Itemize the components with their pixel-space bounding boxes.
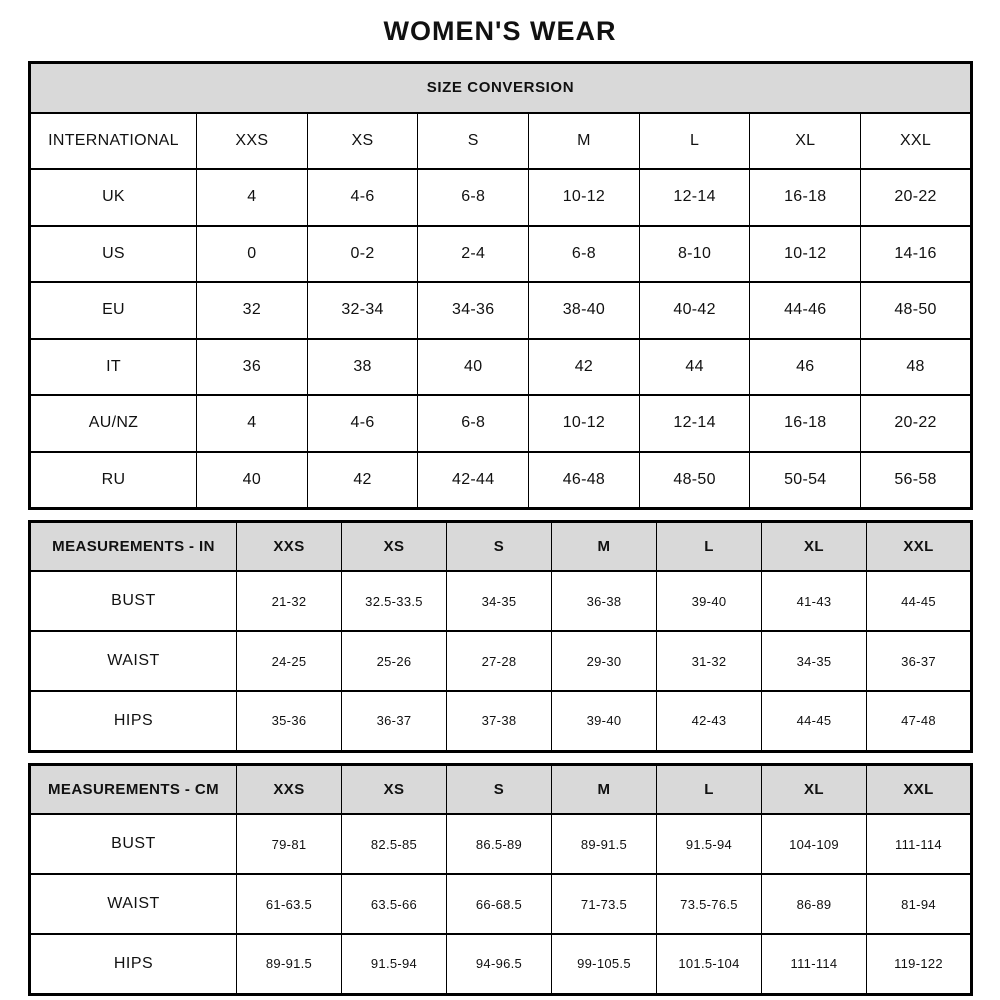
value-cell: 111-114: [867, 814, 972, 874]
value-cell: 36-37: [342, 691, 447, 751]
value-cell: 21-32: [237, 571, 342, 631]
header-cell: XXL: [867, 764, 972, 814]
header-cell: S: [447, 521, 552, 571]
table-row: [30, 814, 972, 874]
value-cell: 36-37: [867, 631, 972, 691]
value-cell: 14-16: [861, 226, 972, 283]
value-cell: 44-46: [750, 282, 861, 339]
value-cell: 47-48: [867, 691, 972, 751]
value-cell: 10-12: [529, 169, 640, 226]
header-cell: XXS: [237, 764, 342, 814]
value-cell: 44-45: [762, 691, 867, 751]
header-cell: XXL: [861, 113, 972, 170]
table-row: [30, 169, 972, 226]
value-cell: 89-91.5: [552, 814, 657, 874]
header-cell: XXL: [867, 521, 972, 571]
header-cell: MEASUREMENTS - CM: [30, 764, 237, 814]
measurements-in-header-row: [30, 521, 972, 571]
value-cell: 29-30: [552, 631, 657, 691]
value-cell: 10-12: [750, 226, 861, 283]
table-row: [30, 282, 972, 339]
value-cell: 35-36: [237, 691, 342, 751]
table-row: [30, 874, 972, 934]
value-cell: 42-44: [418, 452, 529, 509]
value-cell: 48: [861, 339, 972, 396]
value-cell: 40-42: [639, 282, 750, 339]
row-label-cell: HIPS: [30, 691, 237, 751]
header-cell: XS: [307, 113, 418, 170]
value-cell: 38-40: [529, 282, 640, 339]
value-cell: 6-8: [418, 169, 529, 226]
table-row: [30, 452, 972, 509]
value-cell: 46: [750, 339, 861, 396]
value-cell: 2-4: [418, 226, 529, 283]
table-row: [30, 226, 972, 283]
value-cell: 4-6: [307, 395, 418, 452]
row-label-cell: US: [30, 226, 197, 283]
row-label-cell: RU: [30, 452, 197, 509]
row-label-cell: IT: [30, 339, 197, 396]
header-cell: MEASUREMENTS - IN: [30, 521, 237, 571]
value-cell: 10-12: [529, 395, 640, 452]
value-cell: 42: [529, 339, 640, 396]
value-cell: 0: [197, 226, 308, 283]
value-cell: 12-14: [639, 169, 750, 226]
measurements-cm-table: [28, 763, 973, 996]
value-cell: 37-38: [447, 691, 552, 751]
value-cell: 0-2: [307, 226, 418, 283]
value-cell: 38: [307, 339, 418, 396]
value-cell: 42-43: [657, 691, 762, 751]
value-cell: 32: [197, 282, 308, 339]
row-label-cell: WAIST: [30, 874, 237, 934]
value-cell: 32-34: [307, 282, 418, 339]
header-cell: XXS: [237, 521, 342, 571]
header-cell: L: [639, 113, 750, 170]
header-cell: XS: [342, 521, 447, 571]
header-cell: INTERNATIONAL: [30, 113, 197, 170]
value-cell: 50-54: [750, 452, 861, 509]
value-cell: 94-96.5: [447, 934, 552, 994]
value-cell: 81-94: [867, 874, 972, 934]
page-title: WOMEN'S WEAR: [383, 16, 617, 46]
header-cell: XL: [762, 521, 867, 571]
size-conversion-title: SIZE CONVERSION: [30, 63, 972, 113]
table-row: [30, 631, 972, 691]
row-label-cell: WAIST: [30, 631, 237, 691]
header-cell: L: [657, 521, 762, 571]
value-cell: 31-32: [657, 631, 762, 691]
value-cell: 46-48: [529, 452, 640, 509]
value-cell: 20-22: [861, 169, 972, 226]
size-conversion-table: [28, 61, 973, 510]
value-cell: 32.5-33.5: [342, 571, 447, 631]
value-cell: 66-68.5: [447, 874, 552, 934]
header-cell: XS: [342, 764, 447, 814]
value-cell: 34-35: [447, 571, 552, 631]
value-cell: 48-50: [861, 282, 972, 339]
value-cell: 119-122: [867, 934, 972, 994]
row-label-cell: AU/NZ: [30, 395, 197, 452]
header-cell: S: [418, 113, 529, 170]
value-cell: 104-109: [762, 814, 867, 874]
row-label-cell: BUST: [30, 571, 237, 631]
value-cell: 86-89: [762, 874, 867, 934]
value-cell: 41-43: [762, 571, 867, 631]
value-cell: 56-58: [861, 452, 972, 509]
value-cell: 6-8: [529, 226, 640, 283]
value-cell: 16-18: [750, 395, 861, 452]
row-label-cell: HIPS: [30, 934, 237, 994]
table-row: [30, 571, 972, 631]
value-cell: 16-18: [750, 169, 861, 226]
header-cell: S: [447, 764, 552, 814]
table-row: [30, 395, 972, 452]
header-cell: XL: [762, 764, 867, 814]
value-cell: 6-8: [418, 395, 529, 452]
value-cell: 63.5-66: [342, 874, 447, 934]
value-cell: 101.5-104: [657, 934, 762, 994]
value-cell: 91.5-94: [657, 814, 762, 874]
measurements-in-table: [28, 520, 973, 753]
value-cell: 48-50: [639, 452, 750, 509]
value-cell: 34-36: [418, 282, 529, 339]
value-cell: 12-14: [639, 395, 750, 452]
header-cell: L: [657, 764, 762, 814]
value-cell: 40: [418, 339, 529, 396]
value-cell: 91.5-94: [342, 934, 447, 994]
table-row: [30, 691, 972, 751]
header-cell: M: [552, 521, 657, 571]
value-cell: 24-25: [237, 631, 342, 691]
value-cell: 42: [307, 452, 418, 509]
table-row: [30, 339, 972, 396]
international-sizes-row: [30, 113, 972, 170]
header-cell: M: [552, 764, 657, 814]
value-cell: 25-26: [342, 631, 447, 691]
value-cell: 39-40: [657, 571, 762, 631]
value-cell: 44: [639, 339, 750, 396]
value-cell: 44-45: [867, 571, 972, 631]
header-cell: M: [529, 113, 640, 170]
row-label-cell: EU: [30, 282, 197, 339]
value-cell: 89-91.5: [237, 934, 342, 994]
header-cell: XL: [750, 113, 861, 170]
value-cell: 86.5-89: [447, 814, 552, 874]
value-cell: 4: [197, 169, 308, 226]
value-cell: 4-6: [307, 169, 418, 226]
value-cell: 36-38: [552, 571, 657, 631]
value-cell: 4: [197, 395, 308, 452]
value-cell: 73.5-76.5: [657, 874, 762, 934]
value-cell: 79-81: [237, 814, 342, 874]
row-label-cell: UK: [30, 169, 197, 226]
value-cell: 71-73.5: [552, 874, 657, 934]
value-cell: 8-10: [639, 226, 750, 283]
table-row: [30, 934, 972, 994]
row-label-cell: BUST: [30, 814, 237, 874]
value-cell: 36: [197, 339, 308, 396]
value-cell: 99-105.5: [552, 934, 657, 994]
value-cell: 20-22: [861, 395, 972, 452]
value-cell: 61-63.5: [237, 874, 342, 934]
value-cell: 82.5-85: [342, 814, 447, 874]
value-cell: 39-40: [552, 691, 657, 751]
measurements-cm-header-row: [30, 764, 972, 814]
value-cell: 111-114: [762, 934, 867, 994]
size-conversion-title-row: [30, 63, 972, 113]
value-cell: 27-28: [447, 631, 552, 691]
value-cell: 40: [197, 452, 308, 509]
value-cell: 34-35: [762, 631, 867, 691]
header-cell: XXS: [197, 113, 308, 170]
